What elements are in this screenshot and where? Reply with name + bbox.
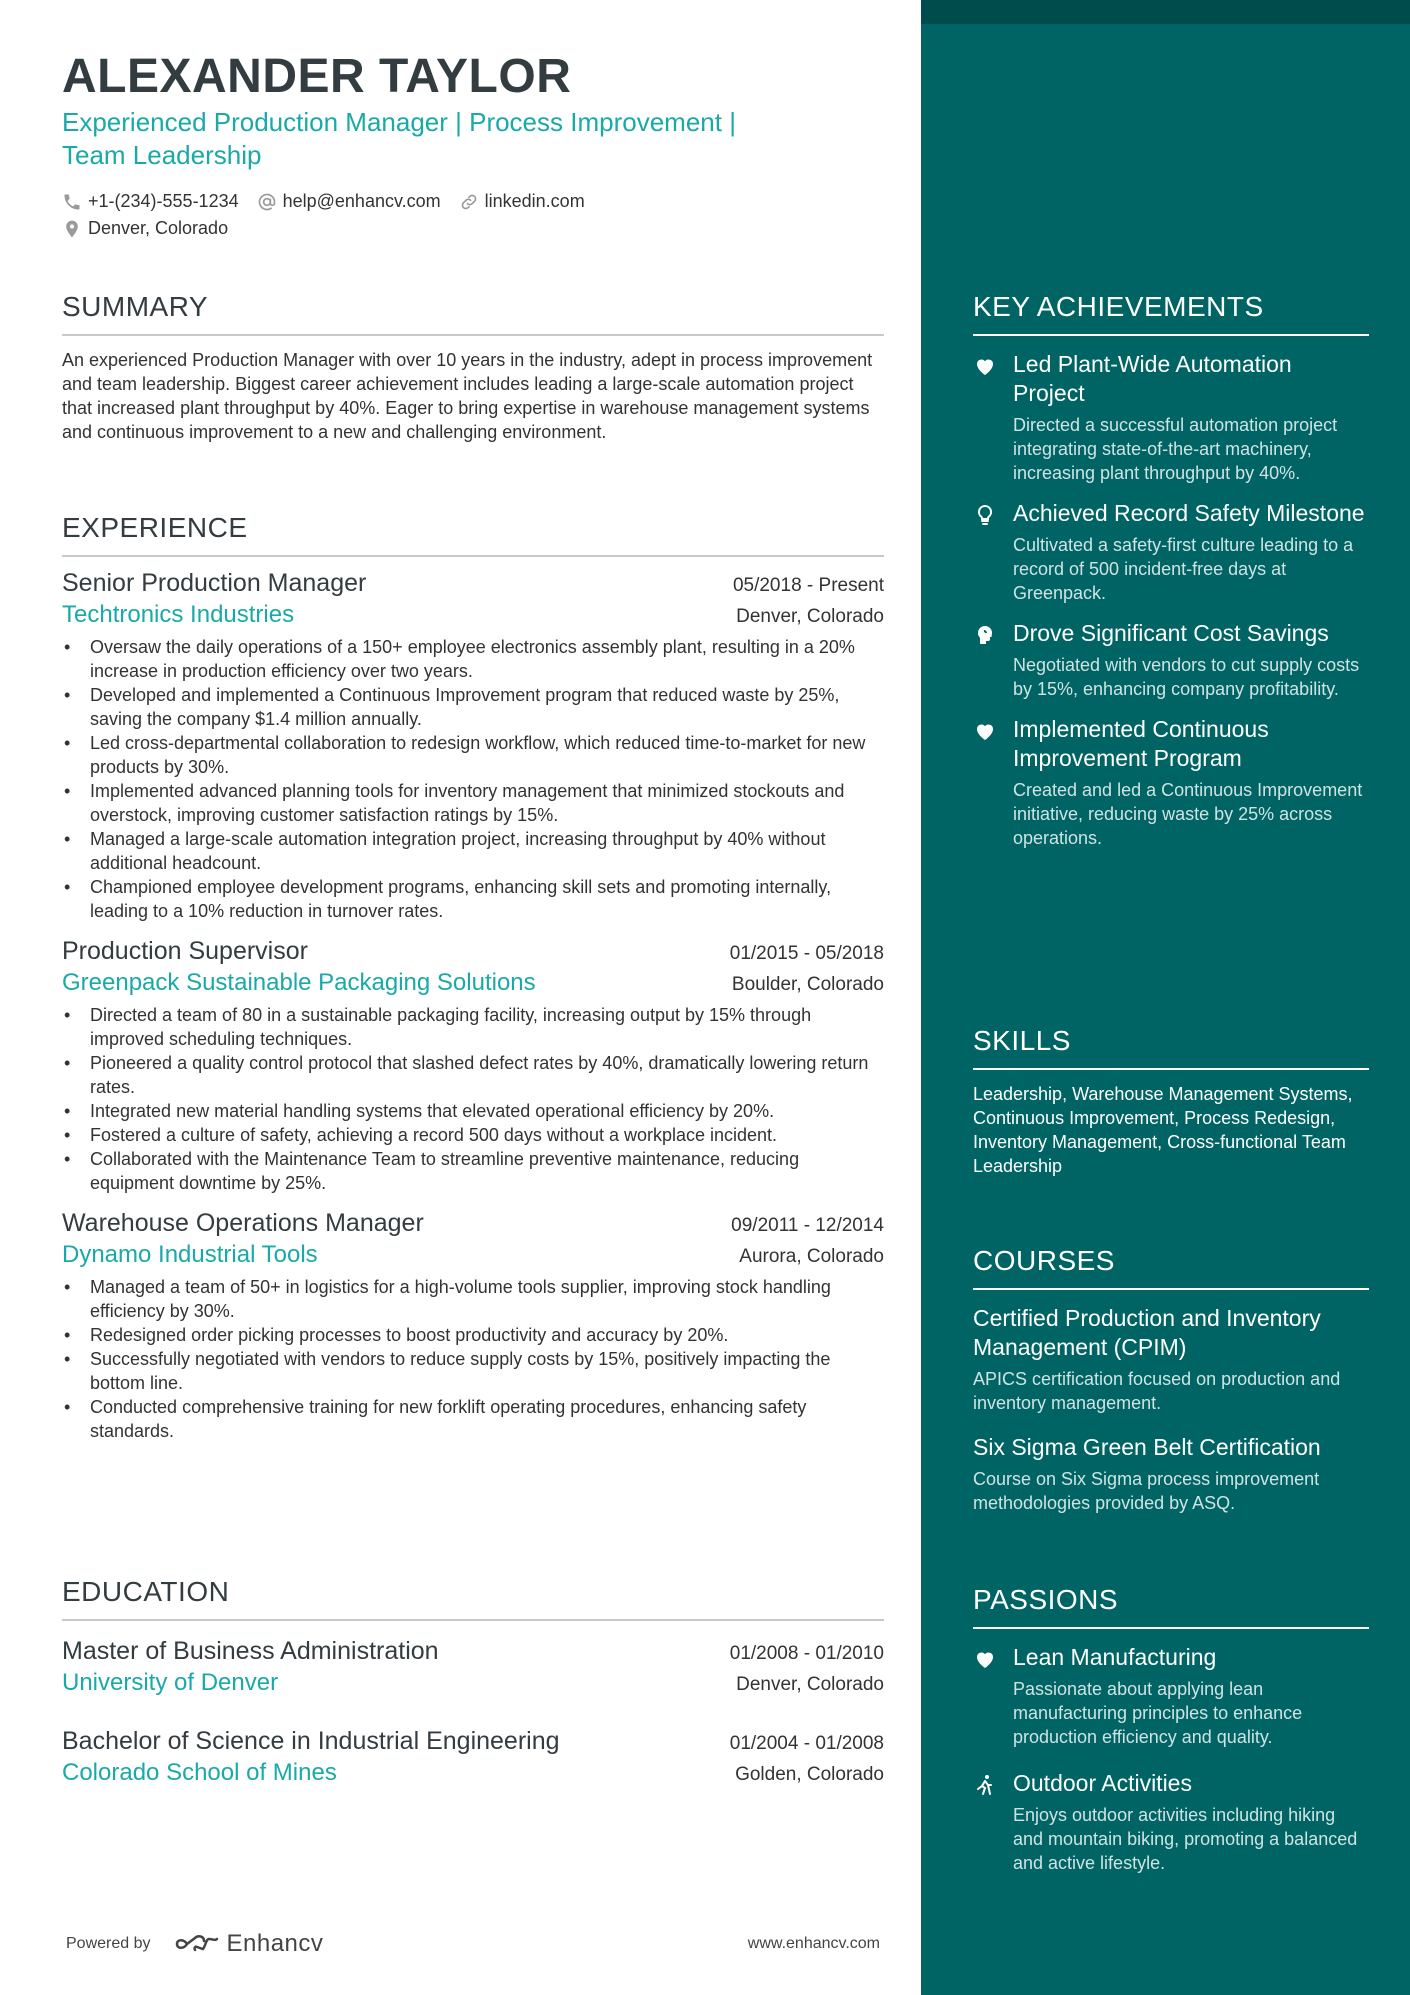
at-icon (257, 192, 277, 212)
passions-section (973, 1583, 1369, 1875)
courses-title: COURSES (973, 1244, 1369, 1290)
bullet-item: • Developed and implemented a Continuous Improvement program that reduced waste by 25%, saving the company $1.4 million annually. (62, 683, 884, 731)
enhancv-brand-text: Enhancv (226, 1930, 324, 1957)
bullet-item: • Championed employee development programs, enhancing skill sets and promoting internally, leading to a 10% reduction in turnover rates. (62, 875, 884, 923)
powered-by-label: Powered by (66, 1935, 151, 1952)
achievement-item (973, 715, 1369, 850)
education-entry (62, 1635, 884, 1699)
passion-title: Lean Manufacturing (1013, 1644, 1217, 1670)
heart-icon (973, 719, 997, 743)
job-bullets (62, 635, 884, 923)
job-title: Warehouse Operations Manager (62, 1209, 424, 1237)
course-item (973, 1433, 1369, 1515)
course-desc: Course on Six Sigma process improvement methodologies provided by ASQ. (973, 1469, 1320, 1513)
achievement-title: Drove Significant Cost Savings (1013, 620, 1329, 646)
location-contact (62, 215, 228, 242)
summary-section (62, 290, 884, 444)
heart-icon (973, 1647, 997, 1671)
contact-info (62, 188, 921, 242)
website-link[interactable]: www.enhancv.com (747, 1935, 880, 1952)
school-location: Denver, Colorado (736, 1674, 884, 1695)
passion-desc: Passionate about applying lean manufacturing principles to enhance production efficiency and quality. (1013, 1679, 1303, 1747)
summary-title: SUMMARY (62, 290, 884, 336)
job-location: Boulder, Colorado (731, 974, 884, 995)
job-company[interactable]: Techtronics Industries (62, 601, 295, 628)
linkedin-contact[interactable] (459, 188, 585, 215)
bullet-item: • Led cross-departmental collaboration to redesign workflow, which reduced time-to-market for new products by 30%. (62, 731, 884, 779)
courses-section (973, 1244, 1369, 1515)
course-title: Certified Production and Inventory Management (CPIM) (973, 1305, 1321, 1360)
headline-line-1: Experienced Production Manager | Process Improvement | (62, 107, 736, 137)
heart-icon (973, 354, 997, 378)
footer (66, 1930, 880, 1958)
phone-contact[interactable] (62, 188, 239, 215)
sidebar (921, 0, 1410, 1995)
job-bullets (62, 1003, 884, 1195)
job-dates: 05/2018 - Present (732, 575, 884, 596)
passion-item (973, 1769, 1369, 1875)
course-title: Six Sigma Green Belt Certification (973, 1434, 1321, 1460)
degree-title: Bachelor of Science in Industrial Engineering (62, 1727, 560, 1755)
bullet-item: • Managed a team of 50+ in logistics for a high-volume tools supplier, improving stock handling efficiency by 30%. (62, 1275, 884, 1323)
linkedin-text: linkedin.com (484, 191, 585, 211)
job-location: Denver, Colorado (736, 606, 884, 627)
location-pin-icon (62, 219, 82, 239)
location-text: Denver, Colorado (88, 218, 229, 238)
bullet-item: • Implemented advanced planning tools for inventory management that minimized stockouts and overstock, improving customer satisfaction ratings by 15%. (62, 779, 884, 827)
job-entry (62, 935, 884, 1195)
achievement-desc: Created and led a Continuous Improvement initiative, reducing waste by 25% across operations. (1013, 780, 1363, 848)
job-dates: 01/2015 - 05/2018 (729, 943, 884, 964)
education-entry (62, 1725, 884, 1789)
passion-item (973, 1643, 1369, 1749)
experience-section (62, 511, 884, 1443)
sidebar-top-band (921, 0, 1410, 24)
achievements-section (973, 290, 1369, 850)
brain-icon (973, 623, 997, 647)
education-dates: 01/2004 - 01/2008 (729, 1733, 884, 1754)
achievement-desc: Cultivated a safety-first culture leading to a record of 500 incident-free days at Greenpack. (1013, 535, 1354, 603)
job-location: Aurora, Colorado (739, 1246, 884, 1267)
hiking-icon (973, 1773, 997, 1797)
enhancv-logo-icon (175, 1932, 221, 1956)
bullet-item: • Integrated new material handling systems that elevated operational efficiency by 20%. (62, 1099, 884, 1123)
phone-text: +1-(234)-555-1234 (88, 191, 239, 211)
achievement-item (973, 619, 1369, 701)
bullet-item: • Oversaw the daily operations of a 150+ employee electronics assembly plant, resulting in a 20% increase in production efficiency over two years. (62, 635, 884, 683)
bullet-item: • Conducted comprehensive training for new forklift operating procedures, enhancing safety standards. (62, 1395, 884, 1443)
passion-title: Outdoor Activities (1013, 1770, 1192, 1796)
skills-text: Leadership, Warehouse Management Systems, Continuous Improvement, Process Redesign, Inventory Management, Cross-functional Team Leadership (973, 1084, 1353, 1176)
achievements-title: KEY ACHIEVEMENTS (973, 290, 1369, 336)
email-contact[interactable] (257, 188, 441, 215)
bullet-item: • Managed a large-scale automation integration project, increasing throughput by 40% without additional headcount. (62, 827, 884, 875)
education-section (62, 1575, 884, 1789)
job-entry (62, 567, 884, 923)
achievement-title: Implemented Continuous Improvement Program (1013, 716, 1269, 771)
school-name[interactable]: Colorado School of Mines (62, 1759, 337, 1786)
passions-title: PASSIONS (973, 1583, 1369, 1629)
bullet-item: • Collaborated with the Maintenance Team to streamline preventive maintenance, reducing equipment downtime by 25%. (62, 1147, 884, 1195)
skills-section (973, 1024, 1369, 1178)
lightbulb-icon (973, 503, 997, 527)
education-title: EDUCATION (62, 1575, 884, 1621)
link-icon (459, 192, 479, 212)
job-company[interactable]: Greenpack Sustainable Packaging Solutions (62, 969, 536, 996)
summary-text: An experienced Production Manager with over 10 years in the industry, adept in process improvement and team leadership. Biggest career achievement includes leading a large-scale automation project that increased plant throughput by 40%. Eager to bring expertise in warehouse management systems and continuous improvement to a new and challenging environment. (62, 350, 873, 442)
job-title: Production Supervisor (62, 937, 308, 965)
bullet-item: • Fostered a culture of safety, achieving a record 500 days without a workplace incident. (62, 1123, 884, 1147)
bullet-item: • Successfully negotiated with vendors to reduce supply costs by 15%, positively impacting the bottom line. (62, 1347, 884, 1395)
achievement-title: Achieved Record Safety Milestone (1013, 500, 1365, 526)
email-text: help@enhancv.com (282, 191, 441, 211)
achievement-desc: Directed a successful automation project integrating state-of-the-art machinery, increasing plant throughput by 40%. (1013, 415, 1338, 483)
degree-title: Master of Business Administration (62, 1637, 439, 1665)
achievement-item (973, 350, 1369, 485)
candidate-name: ALEXANDER TAYLOR (62, 50, 572, 103)
job-entry (62, 1207, 884, 1443)
job-company[interactable]: Dynamo Industrial Tools (62, 1241, 318, 1268)
powered-by (66, 1930, 323, 1958)
school-location: Golden, Colorado (735, 1764, 884, 1785)
experience-title: EXPERIENCE (62, 511, 884, 557)
course-item (973, 1304, 1369, 1415)
passion-desc: Enjoys outdoor activities including hiking and mountain biking, promoting a balanced and active lifestyle. (1013, 1805, 1358, 1873)
education-dates: 01/2008 - 01/2010 (729, 1643, 884, 1664)
achievement-title: Led Plant-Wide Automation Project (1013, 351, 1292, 406)
school-name[interactable]: University of Denver (62, 1669, 279, 1696)
headline (62, 106, 842, 172)
achievement-desc: Negotiated with vendors to cut supply costs by 15%, enhancing company profitability. (1013, 655, 1360, 699)
skills-title: SKILLS (973, 1024, 1369, 1070)
course-desc: APICS certification focused on production and inventory management. (973, 1369, 1341, 1413)
job-bullets (62, 1275, 884, 1443)
bullet-item: • Directed a team of 80 in a sustainable packaging facility, increasing output by 15% through improved scheduling techniques. (62, 1003, 884, 1051)
achievement-item (973, 499, 1369, 605)
bullet-item: • Pioneered a quality control protocol that slashed defect rates by 40%, dramatically lowering return rates. (62, 1051, 884, 1099)
bullet-item: • Redesigned order picking processes to boost productivity and accuracy by 20%. (62, 1323, 884, 1347)
enhancv-logo[interactable] (175, 1930, 324, 1958)
job-dates: 09/2011 - 12/2014 (731, 1215, 884, 1236)
phone-icon (62, 192, 82, 212)
job-title: Senior Production Manager (62, 569, 367, 597)
headline-line-2: Team Leadership (62, 140, 262, 170)
